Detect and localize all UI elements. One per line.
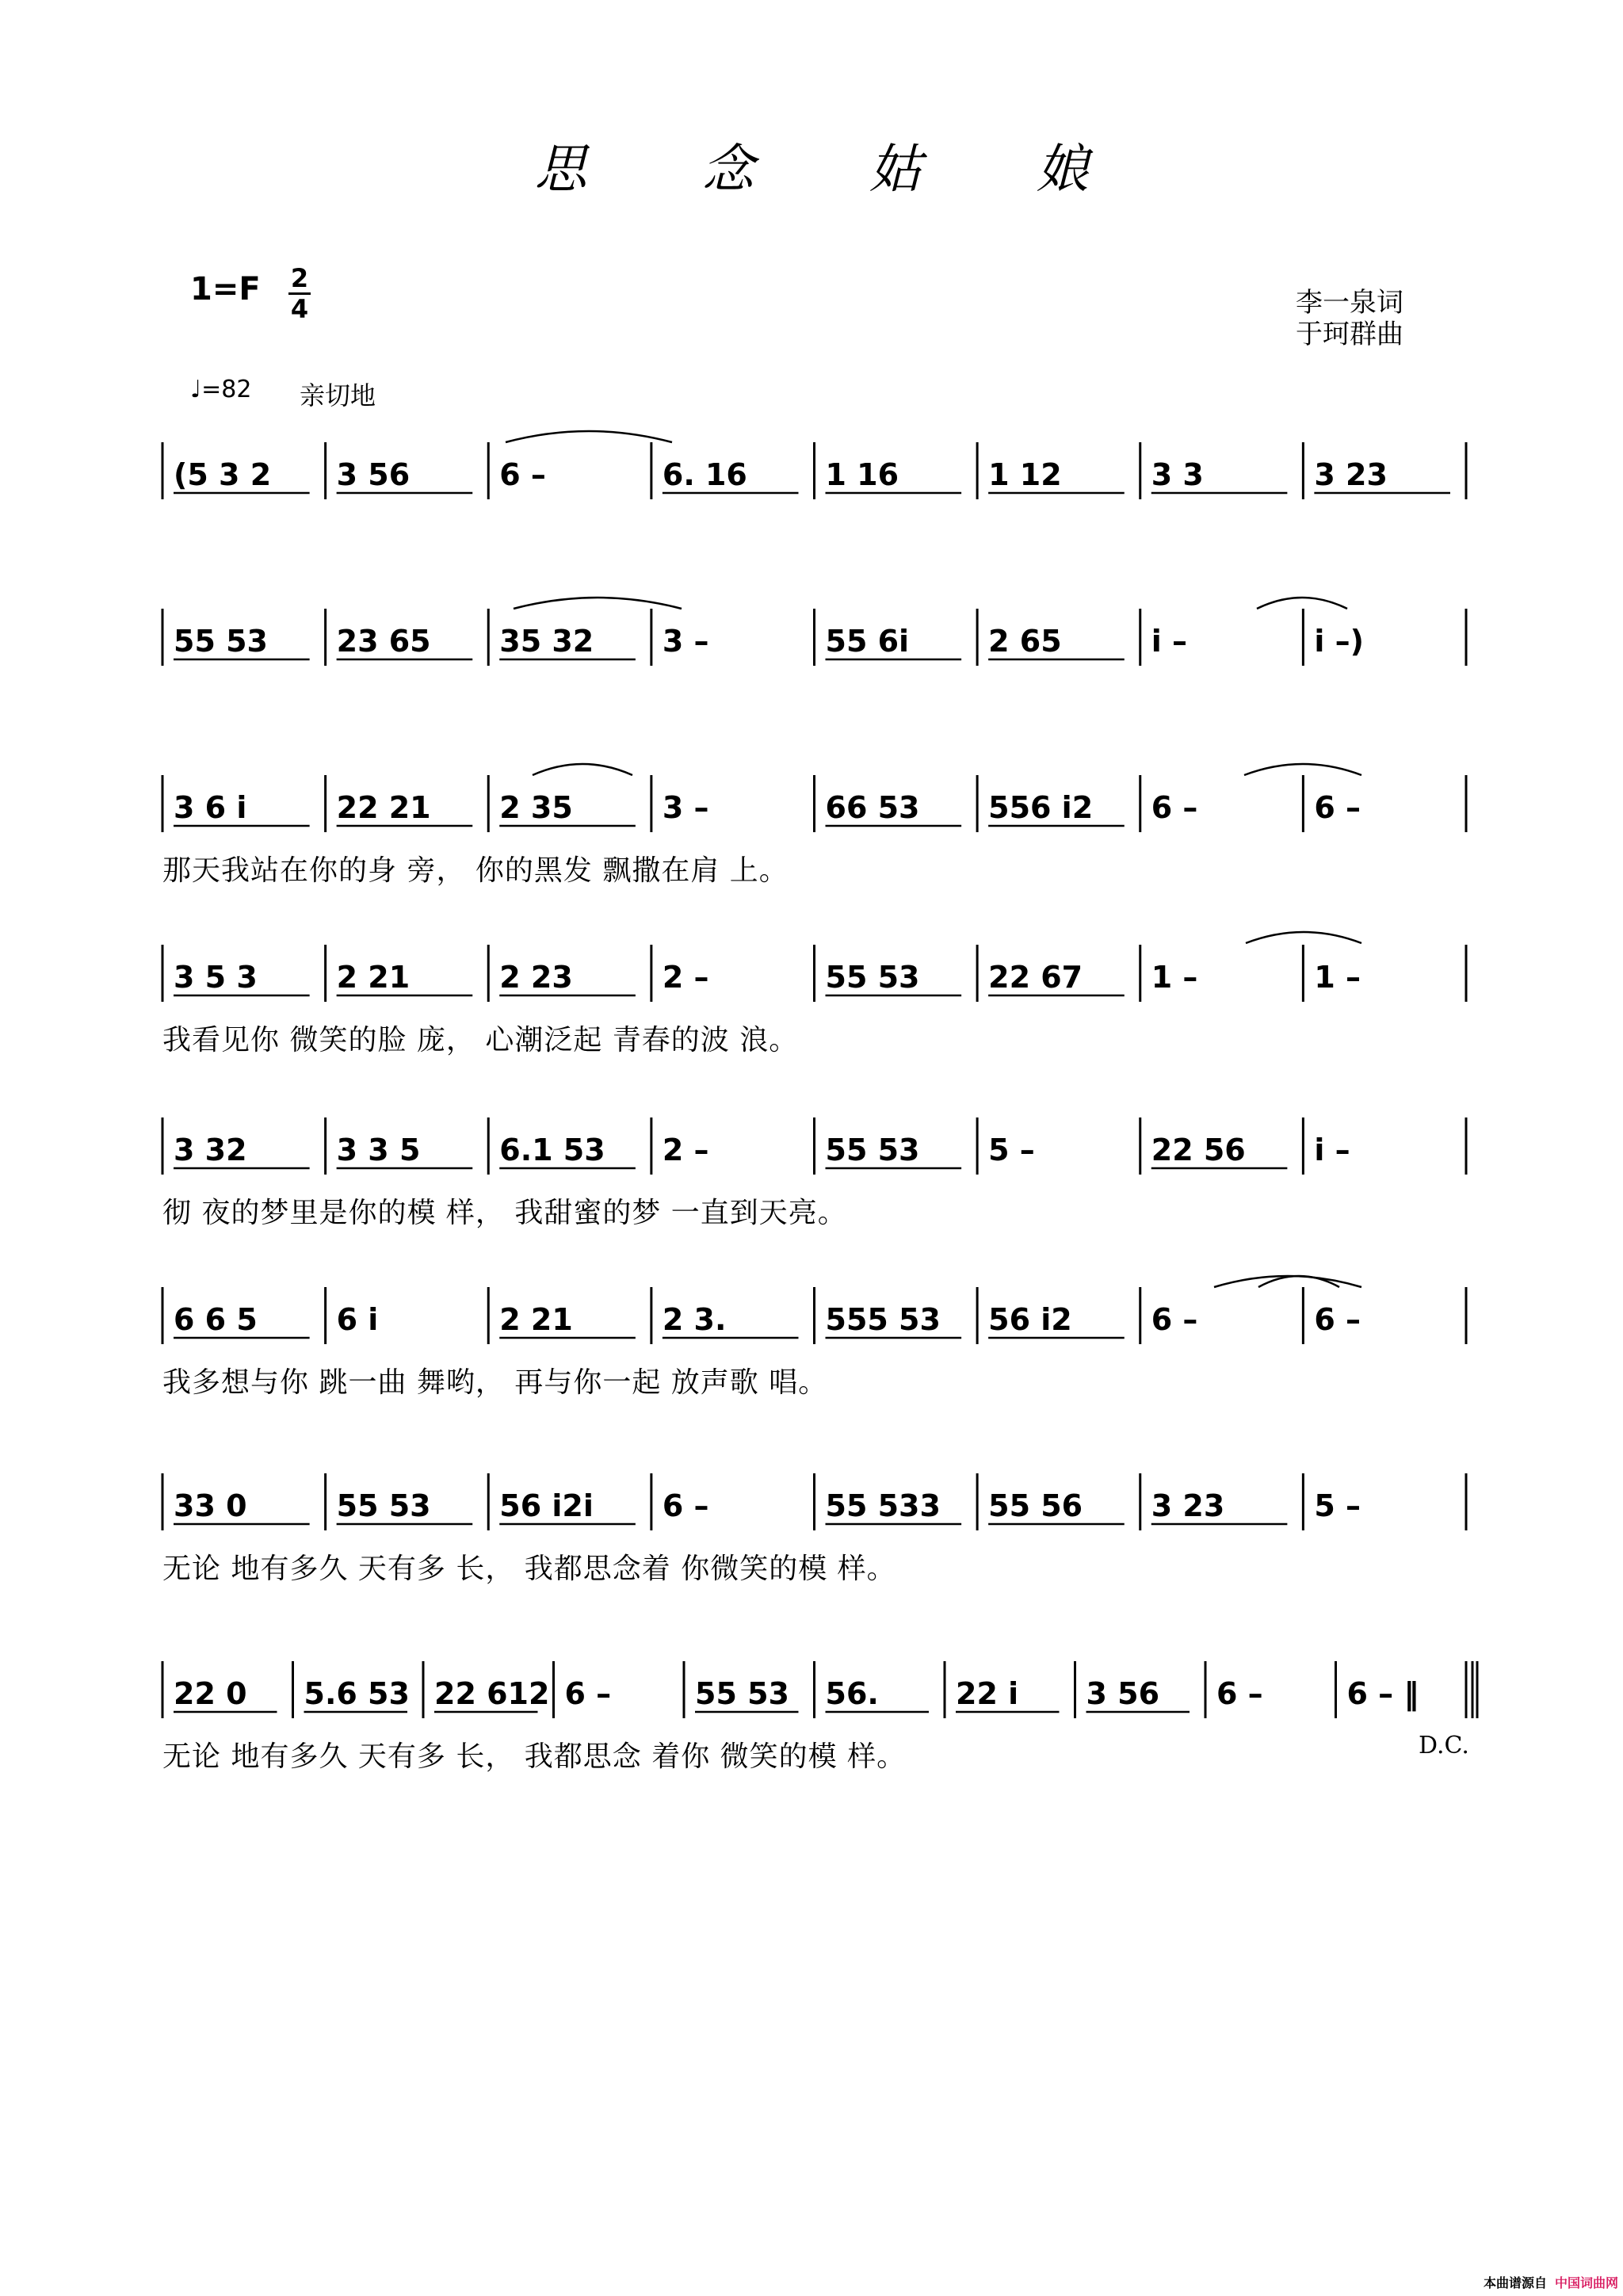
expression-marking: 亲切地 xyxy=(300,380,376,411)
footer-source-text: 本曲谱源自 xyxy=(1483,2275,1547,2290)
measure-notes: 2 21 xyxy=(499,1302,573,1337)
measure-notes: 2 3. xyxy=(662,1302,727,1337)
measure-notes: 22 67 xyxy=(988,960,1083,995)
measure-notes: 3 – xyxy=(662,790,709,825)
meter-bottom: 4 xyxy=(290,294,309,324)
measure-notes: (5 3 2 xyxy=(174,457,272,492)
measure-notes: 5 – xyxy=(988,1133,1035,1167)
measure-notes: 55 56 xyxy=(988,1488,1083,1523)
measure-notes: 6 – xyxy=(1314,790,1361,825)
measure-notes: 55 53 xyxy=(825,1133,920,1167)
measure-notes: 3 56 xyxy=(1086,1676,1160,1711)
measure-notes: 55 53 xyxy=(695,1676,789,1711)
song-title: 思 念 姑 娘 xyxy=(534,139,1138,200)
slur-arc xyxy=(1246,932,1361,943)
measure-notes: 3 – xyxy=(662,624,709,659)
measure-notes: 6 – xyxy=(1151,790,1198,825)
lyric-line: 彻 夜的梦里是你的模 样， 我甜蜜的梦 一直到天亮。 xyxy=(162,1197,847,1229)
measure-notes: 3 3 xyxy=(1151,457,1204,492)
composer-credit: 于珂群曲 xyxy=(1296,319,1403,350)
measure-notes: 6 i xyxy=(336,1302,379,1337)
key-signature: 1=F xyxy=(190,271,261,308)
measure-notes: 22 612 xyxy=(434,1676,550,1711)
da-capo-mark: D.C. xyxy=(1419,1732,1469,1759)
measure-notes: 2 35 xyxy=(499,790,573,825)
measure-notes: 6 – xyxy=(662,1488,709,1523)
tempo-marking: ♩=82 xyxy=(190,376,252,403)
measure-notes: 1 – xyxy=(1314,960,1361,995)
measure-notes: 3 32 xyxy=(174,1133,247,1167)
slur-arc xyxy=(1257,598,1347,609)
measure-notes: i – xyxy=(1314,1133,1350,1167)
measure-notes: 5 – xyxy=(1314,1488,1361,1523)
measure-notes: 1 12 xyxy=(988,457,1062,492)
measure-notes: 6.1 53 xyxy=(499,1133,605,1167)
meter-top: 2 xyxy=(290,263,309,293)
lyric-line: 我看见你 微笑的脸 庞， 心潮泛起 青春的波 浪。 xyxy=(162,1024,799,1056)
measure-notes: 6 6 5 xyxy=(174,1302,258,1337)
measure-notes: 6 – xyxy=(1216,1676,1263,1711)
measure-notes: 555 53 xyxy=(825,1302,941,1337)
measure-notes: 56 i2 xyxy=(988,1302,1072,1337)
footer-source xyxy=(1484,2273,1618,2291)
slur-arc xyxy=(533,764,632,775)
measure-notes: i – xyxy=(1151,624,1188,659)
measure-notes: 6 – ‖ xyxy=(1346,1676,1419,1711)
measure-notes: 3 23 xyxy=(1314,457,1388,492)
measure-notes: 55 53 xyxy=(174,624,268,659)
measure-notes: 1 – xyxy=(1151,960,1198,995)
measure-notes: 33 0 xyxy=(174,1488,247,1523)
measure-notes: 3 3 5 xyxy=(336,1133,421,1167)
measure-notes: 556 i2 xyxy=(988,790,1094,825)
measure-notes: 23 65 xyxy=(336,624,431,659)
measure-notes: 6 – xyxy=(1151,1302,1198,1337)
measure-notes: 66 53 xyxy=(825,790,920,825)
measure-notes: 22 21 xyxy=(336,790,431,825)
measure-notes: 3 6 i xyxy=(174,790,247,825)
footer-site-brand: 中国词曲网 xyxy=(1554,2275,1618,2290)
measure-notes: 6 – xyxy=(499,457,546,492)
measure-notes: 56 i2i xyxy=(499,1488,594,1523)
slur-arc xyxy=(506,431,672,442)
measure-notes: 2 – xyxy=(662,1133,709,1167)
lyricist-credit: 李一泉词 xyxy=(1296,287,1403,319)
measure-notes: 55 6i xyxy=(825,624,910,659)
measure-notes: 35 32 xyxy=(499,624,594,659)
measure-notes: 3 5 3 xyxy=(174,960,258,995)
measure-notes: 2 – xyxy=(662,960,709,995)
measure-notes: 22 0 xyxy=(174,1676,247,1711)
measure-notes: 5.6 53 xyxy=(304,1676,410,1711)
measure-notes: 6 – xyxy=(1314,1302,1361,1337)
measure-notes: 55 533 xyxy=(825,1488,941,1523)
measure-notes: 22 i xyxy=(956,1676,1019,1711)
measure-notes: 2 21 xyxy=(336,960,411,995)
lyric-line: 无论 地有多久 天有多 长， 我都思念 着你 微笑的模 样。 xyxy=(162,1740,907,1773)
slur-arc xyxy=(1258,1276,1339,1287)
lyric-line: 那天我站在你的身 旁， 你的黑发 飘撒在肩 上。 xyxy=(162,854,789,887)
measure-notes: 2 65 xyxy=(988,624,1062,659)
lyric-line: 我多想与你 跳一曲 舞哟， 再与你一起 放声歌 唱。 xyxy=(162,1366,828,1399)
slur-arc xyxy=(514,598,682,609)
measure-notes: 3 56 xyxy=(336,457,411,492)
measure-notes: 22 56 xyxy=(1151,1133,1246,1167)
measure-notes: 55 53 xyxy=(825,960,920,995)
lyric-line: 无论 地有多久 天有多 长， 我都思念着 你微笑的模 样。 xyxy=(162,1553,896,1585)
measure-notes: 2 23 xyxy=(499,960,573,995)
measure-notes: i –) xyxy=(1314,624,1364,659)
measure-notes: 1 16 xyxy=(825,457,899,492)
measure-notes: 6 – xyxy=(564,1676,612,1711)
measure-notes: 6. 16 xyxy=(662,457,747,492)
measure-notes: 56. xyxy=(825,1676,879,1711)
measure-notes: 55 53 xyxy=(336,1488,431,1523)
measure-notes: 3 23 xyxy=(1151,1488,1225,1523)
slur-arc xyxy=(1244,764,1361,775)
